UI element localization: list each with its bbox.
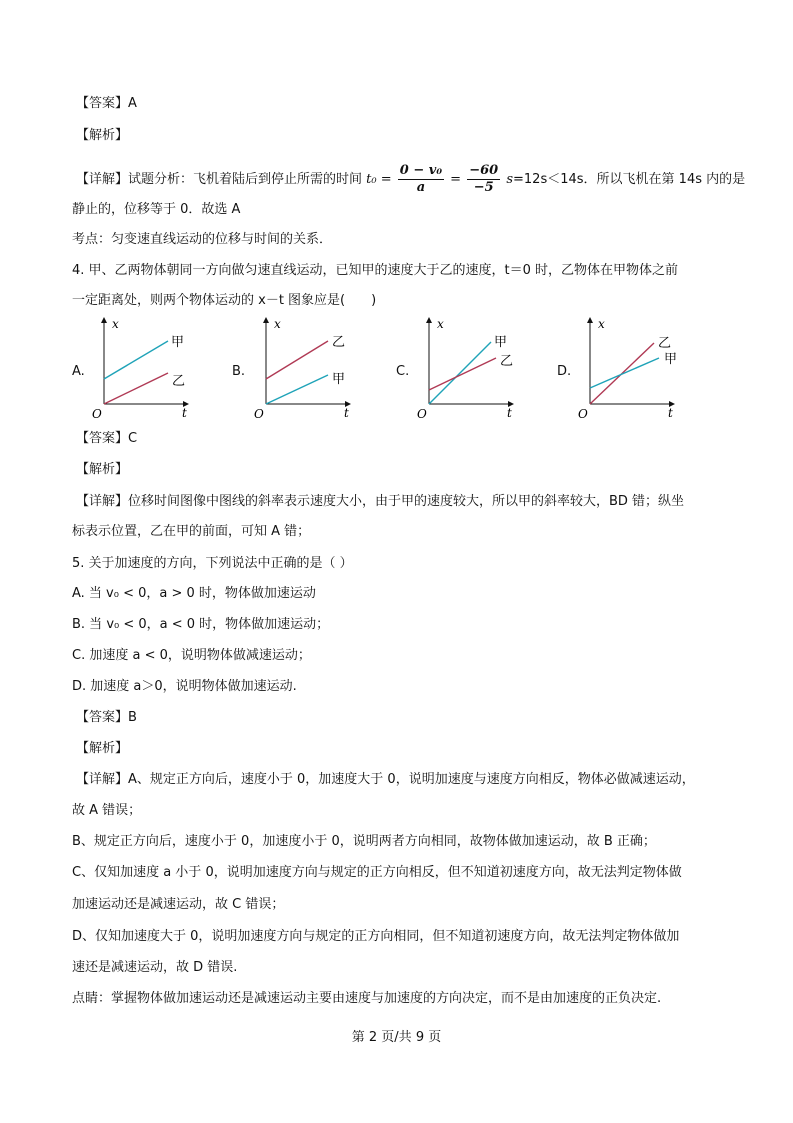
fraction-2-denominator: −5 [473,180,494,195]
q3-analysis-tag: 【解析】 [76,128,129,143]
q5-option-c: C. 加速度 a < 0，说明物体做减速运动； [72,648,311,663]
graph-b-label: B. [232,364,246,379]
q5-answer-line [76,709,137,727]
formula-t0: t₀ = [366,172,392,187]
q3-exam-point: 考点：匀变速直线运动的位移与时间的关系． [72,232,333,247]
q4-stem-line2: 一定距离处，则两个物体运动的 x－t 图象应是( ) [72,293,377,308]
answer-tag: 【答案】 [76,96,129,111]
detail-text-after: =12s＜14s．所以飞机在第 14s 内的是 [513,172,746,187]
detail-text: 试题分析：飞机着陆后到停止所需的时间 [128,172,363,187]
detail-tag: 【详解】 [76,172,129,187]
q5-detail-line: 速还是减速运动，故 D 错误. [72,960,238,975]
answer-value: B [128,710,137,725]
axis-t-label: t [668,406,673,420]
line-jia [429,342,491,404]
answer-value: C [128,431,138,446]
q4-detail-line2: 标表示位置，乙在甲的前面，可知 A 错； [72,524,311,539]
graph-c [417,317,513,421]
answer-value: A [128,96,137,111]
fraction-1-denominator: a [416,180,426,195]
q5-detail-line: 故 A 错误； [72,803,142,818]
fraction-1-numerator: 0 − v₀ [399,163,443,178]
line-jia [104,341,168,379]
unit-s: s [506,172,514,187]
label-jia: 甲 [494,335,508,350]
line-yi [429,358,496,390]
axis-x-label: x [437,317,444,331]
graph-c-label: C. [396,364,410,379]
q5-detail-line: D、仅知加速度大于 0，说明加速度方向与规定的正方向相同，但不知道初速度方向，故无法判定物体做加 [72,929,680,944]
answer-tag: 【答案】 [76,710,129,725]
graph-d [578,317,677,421]
page-footer: 第 2 页/共 9 页 [351,1030,442,1045]
axis-x-label: x [598,317,605,331]
label-yi: 乙 [332,335,346,350]
origin-label: O [254,407,264,421]
q5-detail-line: B、规定正方向后，速度小于 0，加速度小于 0，说明两者方向相同，故物体做加速运动，故 B 正确； [72,834,656,849]
q5-tip: 点睛：掌握物体做加速运动还是减速运动主要由速度与加速度的方向决定，而不是由加速度的正负决定. [72,991,662,1006]
equals-sign: = [450,172,462,187]
q5-analysis-tag: 【解析】 [76,741,129,756]
answer-tag: 【答案】 [76,431,129,446]
q3-detail-line1 [76,163,745,196]
origin-label: O [417,407,427,421]
axis-t-label: t [182,406,187,420]
fraction-2 [467,163,500,196]
q4-answer-line [76,430,137,448]
fraction-1 [398,163,444,196]
label-yi: 乙 [172,374,186,389]
axis-t-label: t [344,406,349,420]
q4-detail-line1: 【详解】位移时间图像中图线的斜率表示速度大小，由于甲的速度较大，所以甲的斜率较大，BD 错；纵坐 [76,494,685,509]
line-yi [104,373,168,404]
q4-analysis-tag: 【解析】 [76,462,129,477]
axis-x-label: x [112,317,119,331]
line-jia [266,375,328,404]
line-yi [266,341,328,379]
line-jia [590,358,659,388]
origin-label: O [92,407,102,421]
label-jia: 甲 [332,372,346,387]
label-yi: 乙 [500,354,514,369]
q5-option-b: B. 当 v₀ < 0，a < 0 时，物体做加速运动； [72,617,330,632]
graph-a-label: A. [72,364,85,379]
q3-answer-line [76,95,137,113]
q5-option-a: A. 当 v₀ < 0，a > 0 时，物体做加速运动 [72,586,316,601]
origin-label: O [578,407,588,421]
axis-t-label: t [507,406,512,420]
label-yi: 乙 [658,336,672,351]
q4-graphs [0,315,793,425]
label-jia: 甲 [171,335,185,350]
fraction-2-numerator: −60 [469,163,499,178]
graph-b [254,317,349,421]
axis-x-label: x [274,317,281,331]
q4-stem-line1: 4. 甲、乙两物体朝同一方向做匀速直线运动，已知甲的速度大于乙的速度，t＝0 时，乙物体在甲物体之前 [72,263,679,278]
q5-detail-line: 加速运动还是减速运动，故 C 错误； [72,897,285,912]
graph-d-label: D. [557,364,572,379]
label-jia: 甲 [664,352,678,367]
q5-stem: 5. 关于加速度的方向，下列说法中正确的是（ ） [72,556,353,571]
graph-a [92,317,187,421]
q3-detail-line2: 静止的，位移等于 0．故选 A [72,202,241,217]
q5-detail-line: 【详解】A、规定正方向后，速度小于 0，加速度大于 0，说明加速度与速度方向相反，物体必做减速运动， [76,772,695,787]
q5-option-d: D. 加速度 a＞0，说明物体做加速运动. [72,679,297,694]
q5-detail-line: C、仅知加速度 a 小于 0，说明加速度方向与规定的正方向相反，但不知道初速度方向，故无法判定物体做 [72,865,682,880]
